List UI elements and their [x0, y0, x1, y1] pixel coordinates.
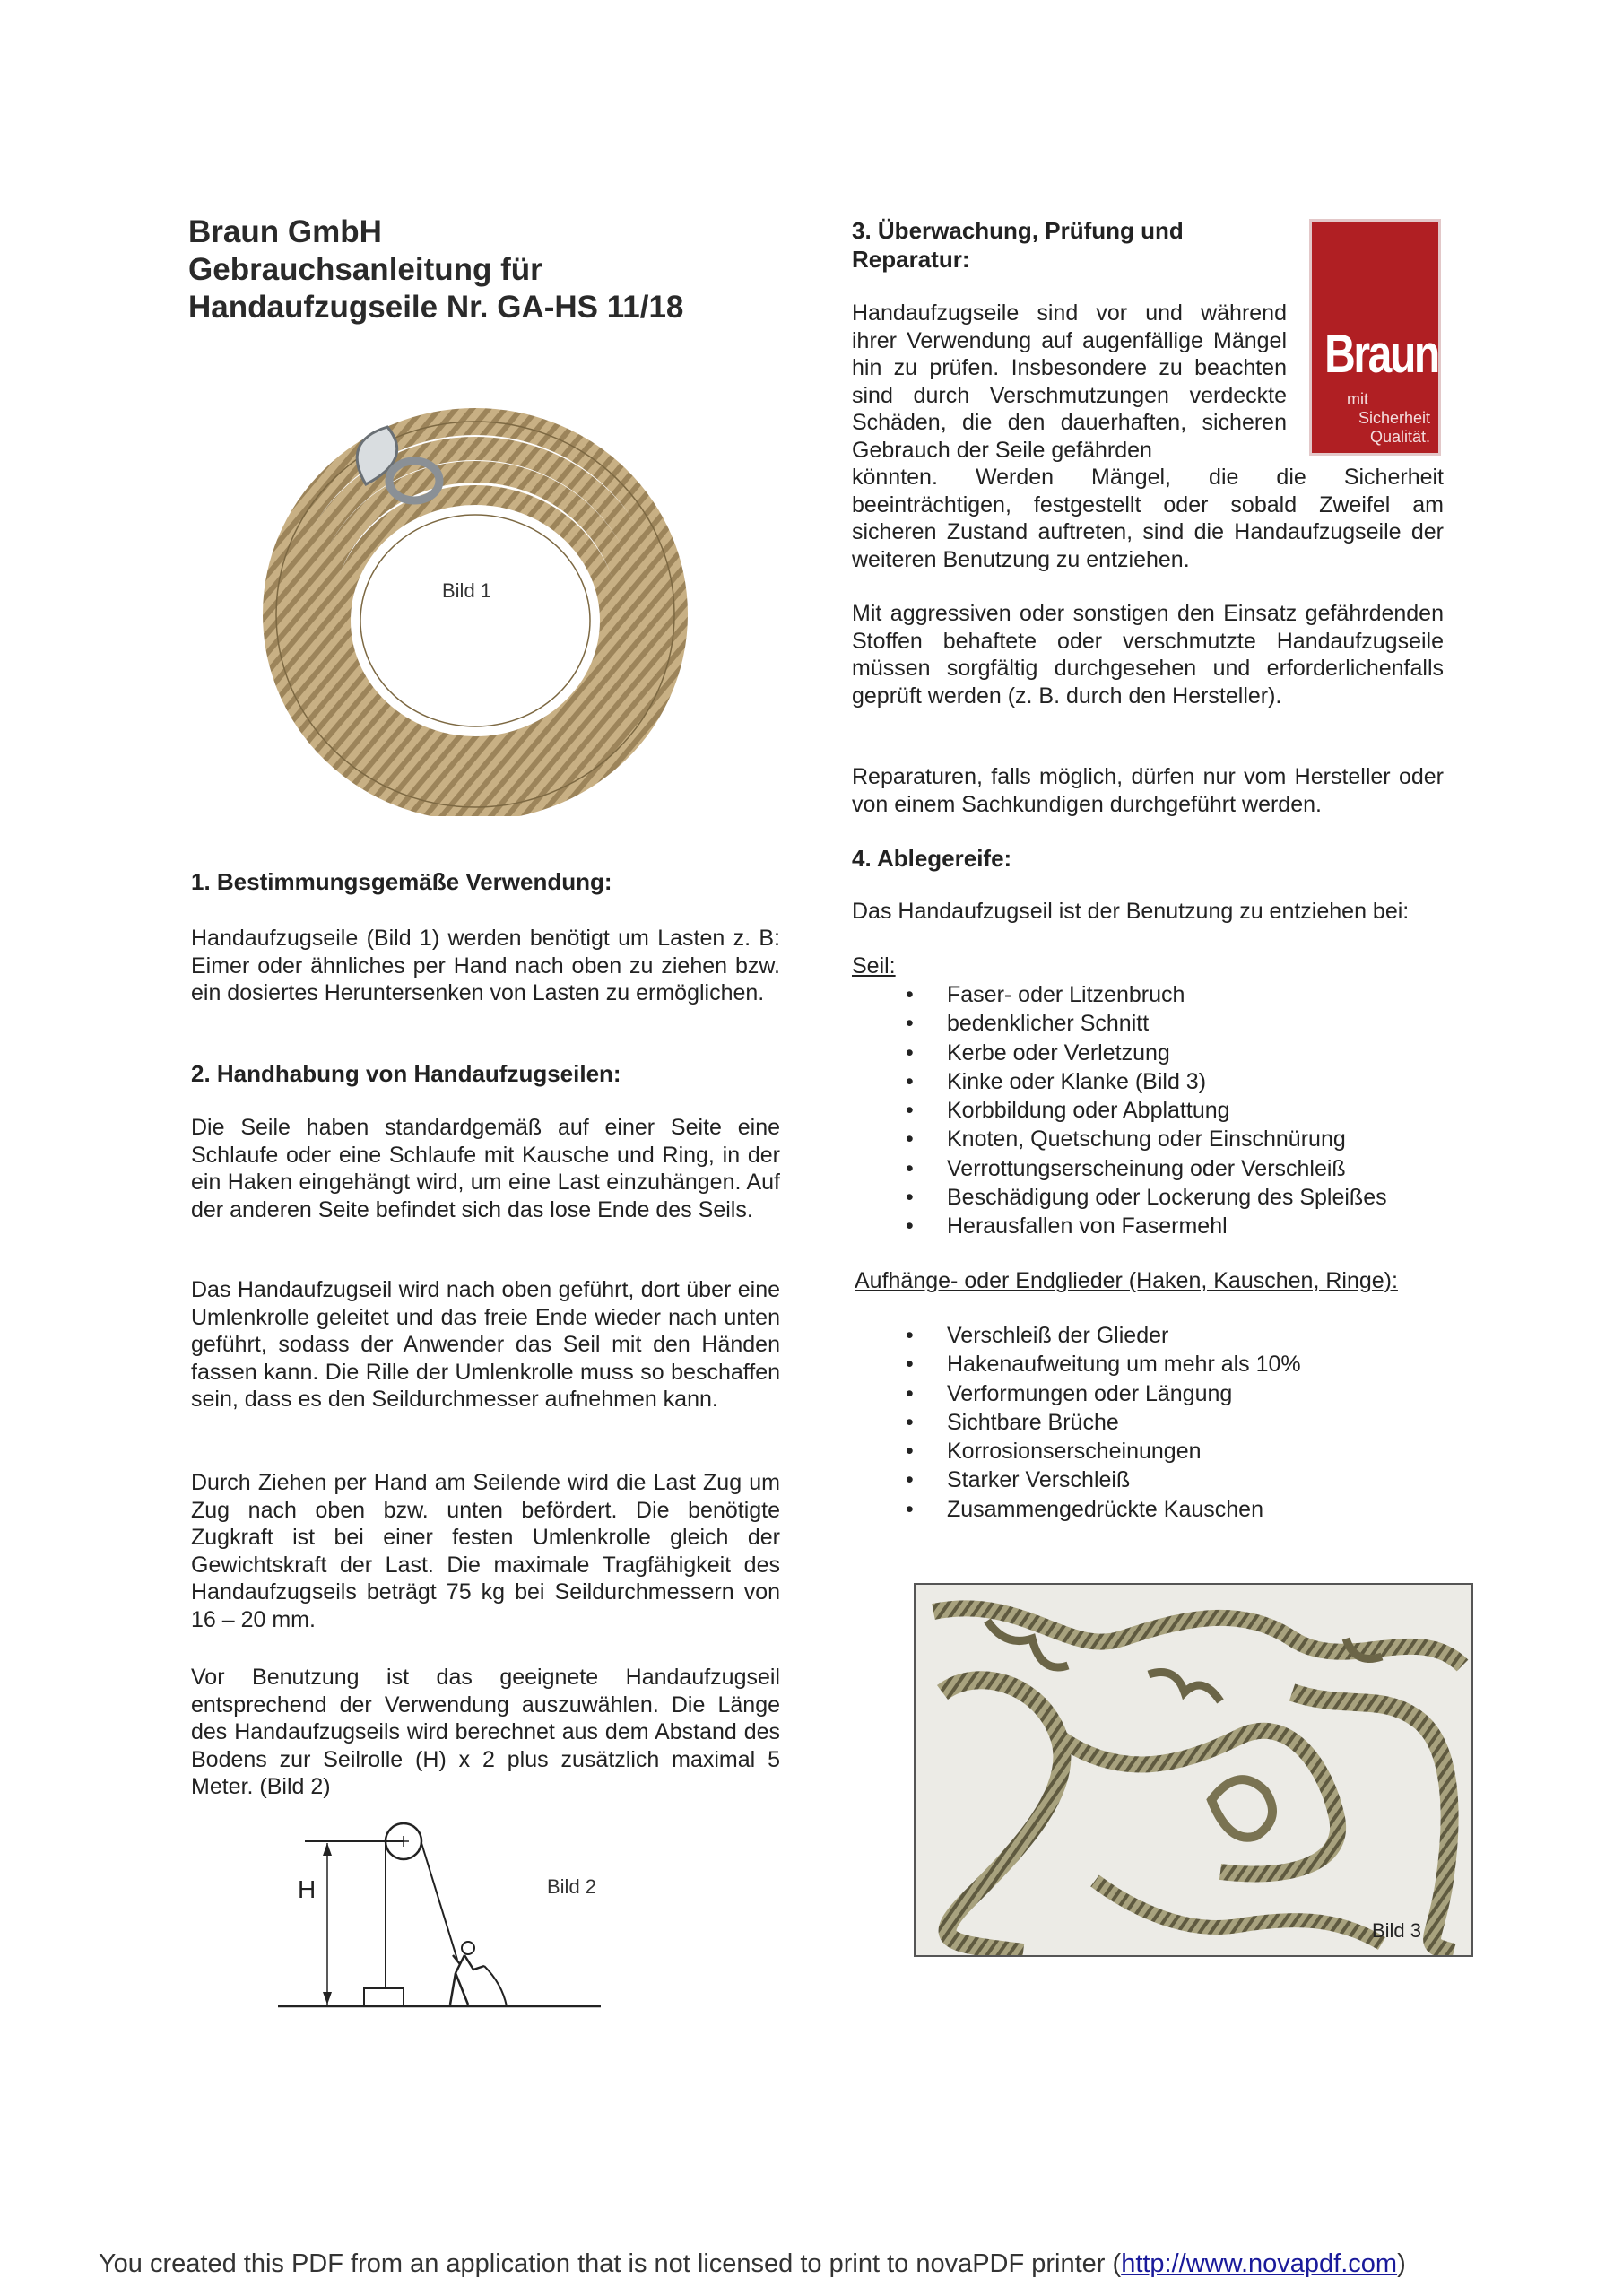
list-item: • Faser- oder Litzenbruch: [906, 982, 1185, 1007]
braun-logo: [1309, 219, 1441, 456]
title-line-company: Braun GmbH: [188, 214, 382, 249]
document-title: [188, 213, 816, 326]
glieder-list: [852, 1321, 1301, 1524]
seil-label: Seil:: [852, 953, 896, 978]
section3-paragraph-1b: könnten. Werden Mängel, die die Sicherheit beeinträchtigen, festgestellt oder sobald Zweifel am sicheren Zustand auftreten, sind die Handaufzugseile der weiteren Benutzung zu entziehen.: [852, 465, 1444, 572]
section3-paragraph-1a: Handaufzugseile sind vor und während ihrer Verwendung auf augenfällige Mängel hin zu prüfen. Insbesondere zu beachten sind durch Verschmutzungen verdeckte Schäden, die den dauerhaften, sicheren Gebrauch der Seile gefährden: [852, 300, 1287, 463]
list-item: • Hakenaufweitung um mehr als 10%: [906, 1352, 1301, 1378]
glieder-label: Aufhänge- oder Endglieder (Haken, Kauschen, Ringe):: [855, 1268, 1398, 1293]
section3-heading-line1: 3. Überwachung, Prüfung und: [852, 217, 1184, 244]
section2-paragraph-1: Die Seile haben standardgemäß auf einer Seite eine Schlaufe oder eine Schlaufe mit Kausche und Ring, in der ein Haken eingehängt wird, um eine Last einzuhängen. Auf der anderen Seite befindet sich das lose Ende des Seils.: [191, 1115, 780, 1222]
seil-list: [852, 980, 1387, 1241]
section2-paragraph-2: Das Handaufzugseil wird nach oben geführt, dort über eine Umlenkrolle geleitet und das freie Ende wieder nach unten geführt, sodass der Anwender das Seil mit den Händen fassen kann. Die Rille der Umlenkrolle muss so beschaffen sein, dass es den Seildurchmesser aufnehmen kann.: [191, 1277, 780, 1412]
section3-paragraph-3: Reparaturen, falls möglich, dürfen nur vom Hersteller oder von einem Sachkundigen durchgeführt werden.: [852, 764, 1444, 817]
title-line-product: Handaufzugseile Nr. GA-HS 11/18: [188, 290, 684, 325]
bild3-caption: Bild 3: [1371, 1919, 1421, 1942]
section1-heading: 1. Bestimmungsgemäße Verwendung:: [191, 868, 612, 895]
diagram-height-label: H: [298, 1875, 317, 1903]
title-line-subtitle: Gebrauchsanleitung für: [188, 252, 542, 287]
section2-heading: 2. Handhabung von Handaufzugseilen:: [191, 1060, 621, 1087]
list-item: • Beschädigung oder Lockerung des Spleißes: [906, 1185, 1387, 1211]
list-item: • Korrosionserscheinungen: [906, 1439, 1202, 1465]
list-item: • Kerbe oder Verletzung: [906, 1039, 1170, 1065]
section1-paragraph: Handaufzugseile (Bild 1) werden benötigt um Lasten z. B: Eimer oder ähnliches per Hand nach oben zu ziehen bzw. ein dosiertes Heruntersenken von Lasten zu ermöglichen.: [191, 926, 780, 1005]
list-item: • Knoten, Quetschung oder Einschnürung: [906, 1126, 1346, 1152]
pulley-diagram: [278, 1816, 610, 2027]
list-item: • Herausfallen von Fasermehl: [906, 1213, 1228, 1239]
list-item: • Verrottungserscheinung oder Verschleiß: [906, 1155, 1346, 1181]
section3-paragraph-2: Mit aggressiven oder sonstigen den Einsatz gefährdenden Stoffen behaftete oder verschmutzte Handaufzugseile müssen sorgfältig durchgesehen und erforderlichenfalls geprüft werden (z. B. durch den Hersteller).: [852, 601, 1444, 709]
logo-slogan-2: Sicherheit: [1358, 409, 1430, 427]
list-item: • Starker Verschleiß: [906, 1467, 1131, 1493]
section3-heading-line2: Reparatur:: [852, 246, 970, 273]
list-item: • Zusammengedrückte Kauschen: [906, 1496, 1263, 1522]
footer-notice: [99, 2249, 1406, 2279]
logo-slogan-1: mit: [1347, 390, 1368, 408]
list-item: • Verformungen oder Längung: [906, 1380, 1233, 1406]
logo-slogan: [1312, 390, 1430, 447]
novapdf-link[interactable]: http://www.novapdf.com: [1121, 2249, 1398, 2278]
logo-slogan-3: Qualität.: [1369, 428, 1430, 446]
rope-coil-image: [260, 404, 690, 816]
logo-brand: Braun: [1324, 324, 1438, 384]
list-item: • Kinke oder Klanke (Bild 3): [906, 1068, 1207, 1094]
list-item: • bedenklicher Schnitt: [906, 1011, 1150, 1037]
bild2-caption: Bild 2: [547, 1875, 597, 1898]
bild1-caption: Bild 1: [442, 579, 492, 602]
list-item: • Sichtbare Brüche: [906, 1409, 1119, 1435]
section4-intro: Das Handaufzugseil ist der Benutzung zu entziehen bei:: [852, 899, 1410, 924]
list-item: • Korbbildung oder Abplattung: [906, 1098, 1230, 1124]
list-item: • Verschleiß der Glieder: [906, 1323, 1169, 1348]
damaged-rope-photo: [914, 1583, 1473, 1957]
section2-paragraph-3: Durch Ziehen per Hand am Seilende wird die Last Zug um Zug nach oben bzw. unten befördert. Die benötigte Zugkraft ist bei einer festen Umlenkrolle gleich der Gewichtskraft der Last. Die maximale Tragfähigkeit des Handaufzugseils beträgt 75 kg bei Seildurchmessern von 16 – 20 mm.: [191, 1470, 780, 1632]
section2-paragraph-4: Vor Benutzung ist das geeignete Handaufzugseil entsprechend der Verwendung auszuwählen. Die Länge des Handaufzugseils wird berechnet aus dem Abstand des Bodens zur Seilrolle (H) x 2 plus zusätzlich maximal 5 Meter. (Bild 2): [191, 1665, 780, 1799]
section4-heading: 4. Ablegereife:: [852, 845, 1012, 872]
footer-text-end: ): [1397, 2249, 1406, 2278]
footer-text: You created this PDF from an application that is not licensed to print to novaPDF printer (: [99, 2249, 1122, 2278]
